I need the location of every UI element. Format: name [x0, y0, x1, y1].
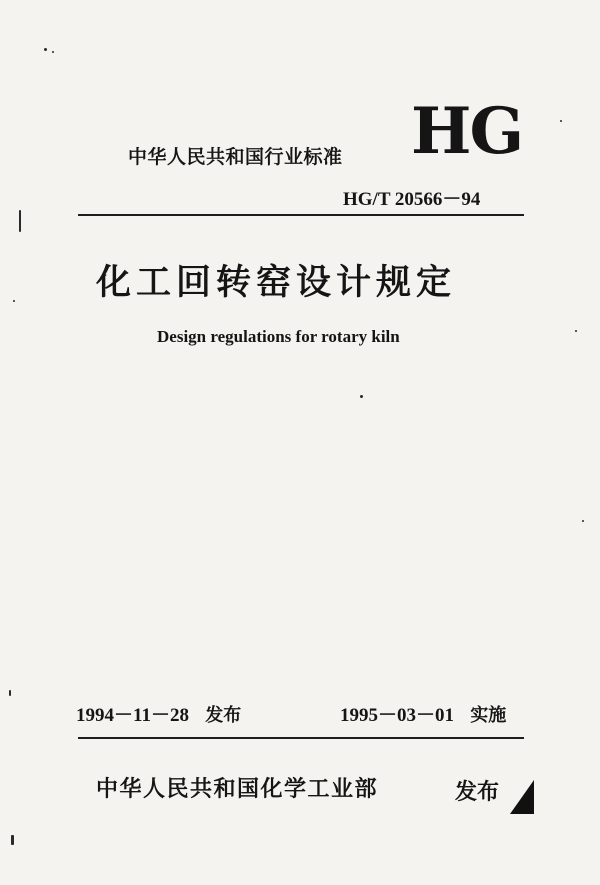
document-title-chinese: 化工回转窑设计规定	[96, 263, 457, 303]
implementation-label: 实施	[470, 705, 507, 726]
document-title-english: Design regulations for rotary kiln	[157, 327, 400, 346]
footer-divider	[78, 737, 524, 739]
issuing-authority: 中华人民共和国化学工业部	[96, 777, 379, 802]
implementation-date: 1995－03－01	[340, 705, 455, 726]
implementation-date-line	[340, 700, 506, 727]
hg-mark: HG	[411, 94, 523, 169]
corner-triangle-mark	[510, 780, 534, 814]
standard-code: HG/T 20566－94	[343, 189, 481, 210]
header-divider	[78, 214, 524, 216]
issue-date: 1994－11－28	[76, 705, 189, 726]
standard-type-label: 中华人民共和国行业标准	[128, 146, 343, 168]
issue-date-line	[76, 700, 241, 727]
issue-label: 发布	[205, 705, 242, 726]
publish-label: 发布	[455, 780, 500, 805]
